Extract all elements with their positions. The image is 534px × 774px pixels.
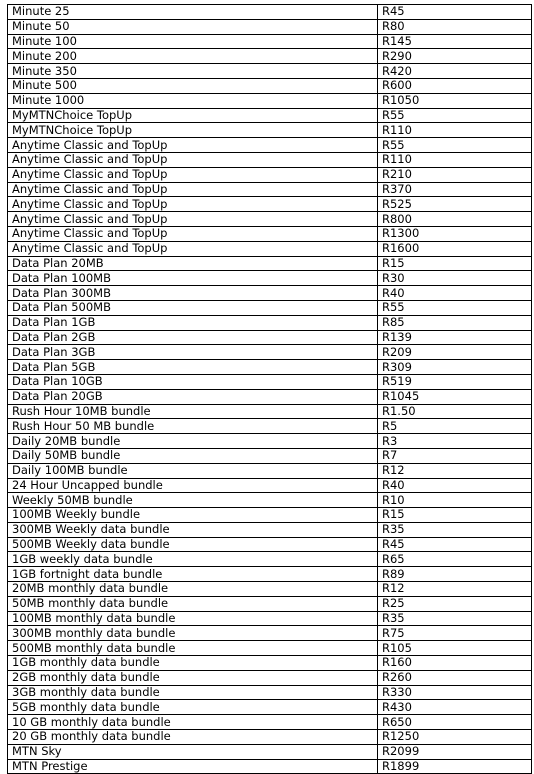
bundle-price-cell: R1.50 <box>378 404 532 419</box>
bundle-name-cell: Data Plan 100MB <box>8 271 378 286</box>
table-row <box>8 463 532 478</box>
bundle-name-cell: Rush Hour 50 MB bundle <box>8 419 378 434</box>
table-row <box>8 123 532 138</box>
bundle-name-cell: Data Plan 1GB <box>8 315 378 330</box>
bundle-name-cell: Data Plan 2GB <box>8 330 378 345</box>
table-row <box>8 34 532 49</box>
bundle-price-cell: R309 <box>378 360 532 375</box>
table-row <box>8 730 532 745</box>
bundle-price-cell: R40 <box>378 286 532 301</box>
table-row <box>8 256 532 271</box>
table-row <box>8 715 532 730</box>
bundle-name-cell: 50MB monthly data bundle <box>8 596 378 611</box>
bundle-price-cell: R420 <box>378 64 532 79</box>
bundle-price-cell: R12 <box>378 582 532 597</box>
bundle-price-cell: R1300 <box>378 226 532 241</box>
bundle-name-cell: Minute 100 <box>8 34 378 49</box>
bundle-price-cell: R65 <box>378 552 532 567</box>
bundle-name-cell: Minute 25 <box>8 5 378 20</box>
table-row <box>8 522 532 537</box>
table-row <box>8 330 532 345</box>
table-row <box>8 167 532 182</box>
bundle-name-cell: Anytime Classic and TopUp <box>8 197 378 212</box>
bundle-name-cell: Anytime Classic and TopUp <box>8 212 378 227</box>
bundle-price-cell: R89 <box>378 567 532 582</box>
bundle-price-cell: R525 <box>378 197 532 212</box>
bundle-price-cell: R1600 <box>378 241 532 256</box>
table-row <box>8 582 532 597</box>
bundle-price-cell: R25 <box>378 596 532 611</box>
bundle-name-cell: 300MB monthly data bundle <box>8 626 378 641</box>
bundle-price-cell: R30 <box>378 271 532 286</box>
bundle-name-cell: Minute 1000 <box>8 93 378 108</box>
table-row <box>8 212 532 227</box>
bundle-name-cell: 24 Hour Uncapped bundle <box>8 478 378 493</box>
bundle-name-cell: 2GB monthly data bundle <box>8 670 378 685</box>
bundle-name-cell: Daily 50MB bundle <box>8 448 378 463</box>
table-row <box>8 152 532 167</box>
bundle-price-cell: R209 <box>378 345 532 360</box>
bundle-price-cell: R800 <box>378 212 532 227</box>
bundle-name-cell: Data Plan 3GB <box>8 345 378 360</box>
table-row <box>8 656 532 671</box>
bundle-price-cell: R260 <box>378 670 532 685</box>
bundle-price-cell: R45 <box>378 537 532 552</box>
bundle-price-cell: R1250 <box>378 730 532 745</box>
table-row <box>8 49 532 64</box>
table-row <box>8 641 532 656</box>
bundle-name-cell: Anytime Classic and TopUp <box>8 167 378 182</box>
bundle-name-cell: Anytime Classic and TopUp <box>8 152 378 167</box>
bundle-name-cell: 20 GB monthly data bundle <box>8 730 378 745</box>
bundle-name-cell: 1GB fortnight data bundle <box>8 567 378 582</box>
bundle-price-cell: R1050 <box>378 93 532 108</box>
bundle-name-cell: 5GB monthly data bundle <box>8 700 378 715</box>
bundle-name-cell: Rush Hour 10MB bundle <box>8 404 378 419</box>
bundle-name-cell: MyMTNChoice TopUp <box>8 108 378 123</box>
bundle-price-cell: R2099 <box>378 744 532 759</box>
bundle-name-cell: Weekly 50MB bundle <box>8 493 378 508</box>
table-row <box>8 685 532 700</box>
table-row <box>8 670 532 685</box>
bundle-price-cell: R330 <box>378 685 532 700</box>
bundle-name-cell: 1GB weekly data bundle <box>8 552 378 567</box>
bundle-price-cell: R139 <box>378 330 532 345</box>
table-row <box>8 360 532 375</box>
bundle-price-cell: R290 <box>378 49 532 64</box>
table-row <box>8 596 532 611</box>
bundle-name-cell: Data Plan 300MB <box>8 286 378 301</box>
table-row <box>8 93 532 108</box>
bundle-name-cell: Data Plan 20GB <box>8 389 378 404</box>
bundle-price-cell: R110 <box>378 152 532 167</box>
table-row <box>8 537 532 552</box>
bundle-price-cell: R7 <box>378 448 532 463</box>
price-table-body <box>8 5 532 774</box>
bundle-price-cell: R430 <box>378 700 532 715</box>
bundle-name-cell: MyMTNChoice TopUp <box>8 123 378 138</box>
table-row <box>8 567 532 582</box>
table-row <box>8 64 532 79</box>
bundle-price-cell: R12 <box>378 463 532 478</box>
table-row <box>8 389 532 404</box>
bundle-price-cell: R15 <box>378 508 532 523</box>
table-row <box>8 226 532 241</box>
bundle-name-cell: Anytime Classic and TopUp <box>8 241 378 256</box>
table-row <box>8 759 532 774</box>
table-row <box>8 700 532 715</box>
bundle-price-cell: R600 <box>378 78 532 93</box>
table-row <box>8 478 532 493</box>
bundle-price-cell: R210 <box>378 167 532 182</box>
bundle-name-cell: 20MB monthly data bundle <box>8 582 378 597</box>
bundle-price-cell: R55 <box>378 300 532 315</box>
bundle-name-cell: 500MB monthly data bundle <box>8 641 378 656</box>
bundle-price-cell: R1899 <box>378 759 532 774</box>
bundle-price-cell: R85 <box>378 315 532 330</box>
bundle-price-cell: R35 <box>378 611 532 626</box>
bundle-name-cell: MTN Prestige <box>8 759 378 774</box>
bundle-price-cell: R55 <box>378 138 532 153</box>
bundle-name-cell: Minute 500 <box>8 78 378 93</box>
table-row <box>8 78 532 93</box>
bundle-name-cell: Minute 50 <box>8 19 378 34</box>
bundle-price-cell: R5 <box>378 419 532 434</box>
bundle-price-cell: R370 <box>378 182 532 197</box>
bundle-price-cell: R40 <box>378 478 532 493</box>
table-row <box>8 493 532 508</box>
table-row <box>8 19 532 34</box>
bundle-name-cell: Data Plan 20MB <box>8 256 378 271</box>
bundle-price-cell: R3 <box>378 434 532 449</box>
bundle-name-cell: 10 GB monthly data bundle <box>8 715 378 730</box>
bundle-price-cell: R650 <box>378 715 532 730</box>
table-row <box>8 434 532 449</box>
bundle-name-cell: 300MB Weekly data bundle <box>8 522 378 537</box>
bundle-name-cell: Daily 20MB bundle <box>8 434 378 449</box>
bundle-price-cell: R105 <box>378 641 532 656</box>
table-row <box>8 626 532 641</box>
bundle-price-cell: R160 <box>378 656 532 671</box>
table-row <box>8 404 532 419</box>
table-row <box>8 271 532 286</box>
table-row <box>8 508 532 523</box>
table-row <box>8 286 532 301</box>
table-row <box>8 448 532 463</box>
table-row <box>8 374 532 389</box>
price-table <box>7 4 532 774</box>
bundle-name-cell: 1GB monthly data bundle <box>8 656 378 671</box>
bundle-price-cell: R35 <box>378 522 532 537</box>
bundle-name-cell: 500MB Weekly data bundle <box>8 537 378 552</box>
table-row <box>8 315 532 330</box>
bundle-name-cell: Anytime Classic and TopUp <box>8 226 378 241</box>
bundle-name-cell: 100MB monthly data bundle <box>8 611 378 626</box>
bundle-price-cell: R75 <box>378 626 532 641</box>
bundle-price-cell: R80 <box>378 19 532 34</box>
table-row <box>8 5 532 20</box>
table-row <box>8 345 532 360</box>
bundle-name-cell: Anytime Classic and TopUp <box>8 182 378 197</box>
table-row <box>8 138 532 153</box>
bundle-price-cell: R145 <box>378 34 532 49</box>
bundle-price-cell: R45 <box>378 5 532 20</box>
table-row <box>8 552 532 567</box>
bundle-price-cell: R15 <box>378 256 532 271</box>
table-row <box>8 182 532 197</box>
table-row <box>8 611 532 626</box>
bundle-price-cell: R110 <box>378 123 532 138</box>
bundle-name-cell: MTN Sky <box>8 744 378 759</box>
bundle-name-cell: Daily 100MB bundle <box>8 463 378 478</box>
table-row <box>8 300 532 315</box>
bundle-name-cell: 100MB Weekly bundle <box>8 508 378 523</box>
bundle-price-cell: R10 <box>378 493 532 508</box>
bundle-price-cell: R1045 <box>378 389 532 404</box>
table-row <box>8 108 532 123</box>
table-row <box>8 241 532 256</box>
table-row <box>8 419 532 434</box>
bundle-name-cell: Minute 200 <box>8 49 378 64</box>
bundle-name-cell: 3GB monthly data bundle <box>8 685 378 700</box>
table-row <box>8 197 532 212</box>
bundle-name-cell: Data Plan 500MB <box>8 300 378 315</box>
bundle-price-cell: R519 <box>378 374 532 389</box>
bundle-price-cell: R55 <box>378 108 532 123</box>
bundle-name-cell: Anytime Classic and TopUp <box>8 138 378 153</box>
bundle-name-cell: Data Plan 5GB <box>8 360 378 375</box>
bundle-name-cell: Data Plan 10GB <box>8 374 378 389</box>
table-row <box>8 744 532 759</box>
bundle-name-cell: Minute 350 <box>8 64 378 79</box>
